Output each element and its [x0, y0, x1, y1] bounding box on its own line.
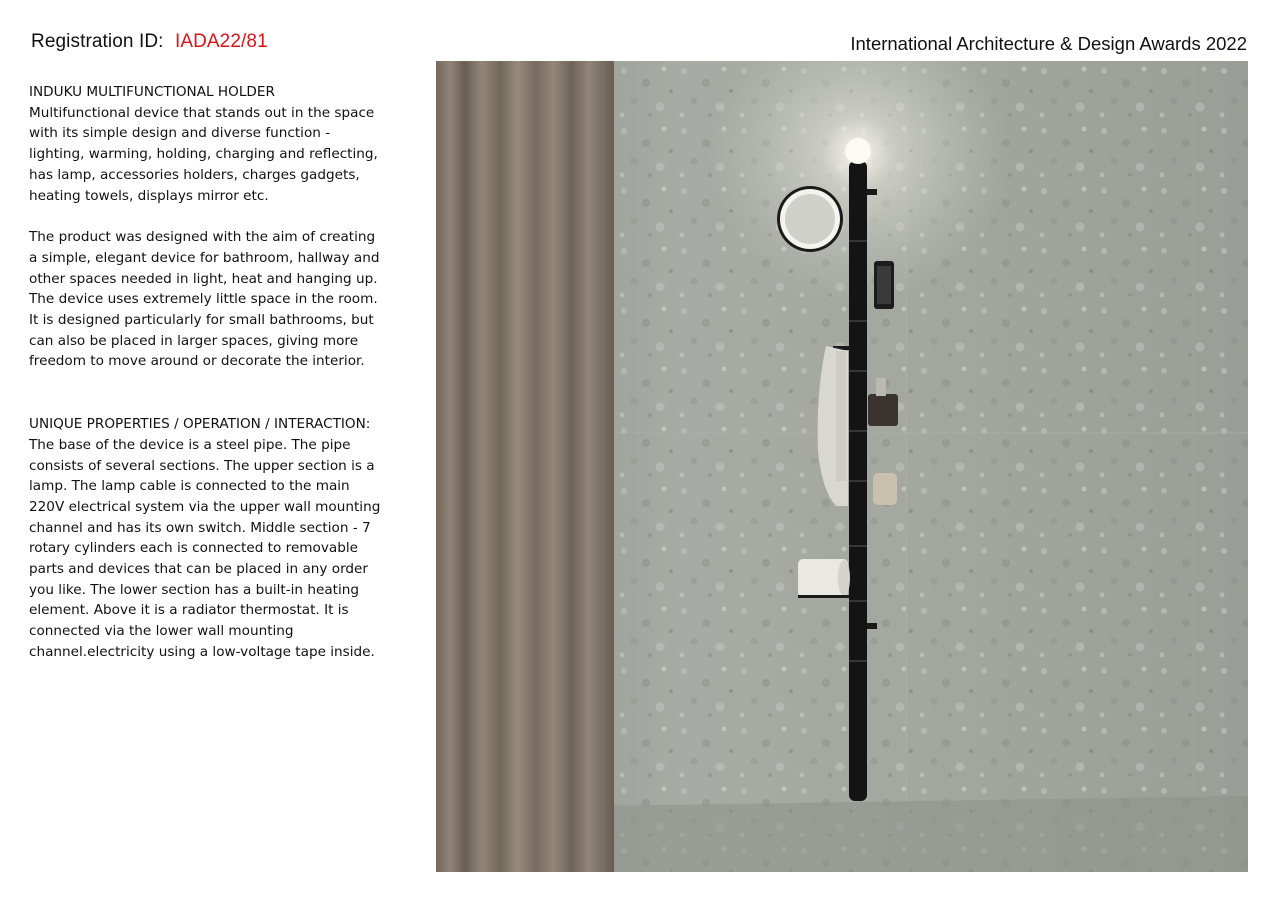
registration-id-line	[31, 31, 268, 53]
intro-paragraph: Multifunctional device that stands out in the space with its simple design and diverse function - lighting, warming, holding, charging and reflecting, has lamp, accessories holders, charges gadgets, heating towels, displays mirror etc.	[29, 104, 378, 204]
award-title: International Architecture & Design Awards 2022	[850, 33, 1247, 54]
registration-label: Registration ID:	[31, 31, 164, 52]
description-column	[29, 82, 384, 663]
product-render-image	[436, 61, 1248, 872]
section-heading: UNIQUE PROPERTIES / OPERATION / INTERACTION:	[29, 416, 371, 433]
operation-paragraph: The base of the device is a steel pipe. The pipe consists of several sections. The upper section is a lamp. The lamp cable is connected to the main 220V electrical system via the upper wall mounting channel and has its own switch. Middle section - 7 rotary cylinders each is connected to removable parts and devices that can be placed in any order you like. The lower section has a built-in heating element. Above it is a radiator thermostat. It is connected via the lower wall mounting channel.electricity using a low-voltage tape inside.	[29, 436, 381, 660]
product-title: INDUKU MULTIFUNCTIONAL HOLDER	[29, 84, 275, 100]
registration-id: IADA22/81	[174, 31, 268, 52]
design-paragraph: The product was designed with the aim of creating a simple, elegant device for bathroom, hallway and other spaces needed in light, heat and hanging up. The device uses extremely little space in the room. It is designed particularly for small bathrooms, but can also be placed in larger spaces, giving more freedom to move around or decorate the interior.	[29, 229, 380, 370]
